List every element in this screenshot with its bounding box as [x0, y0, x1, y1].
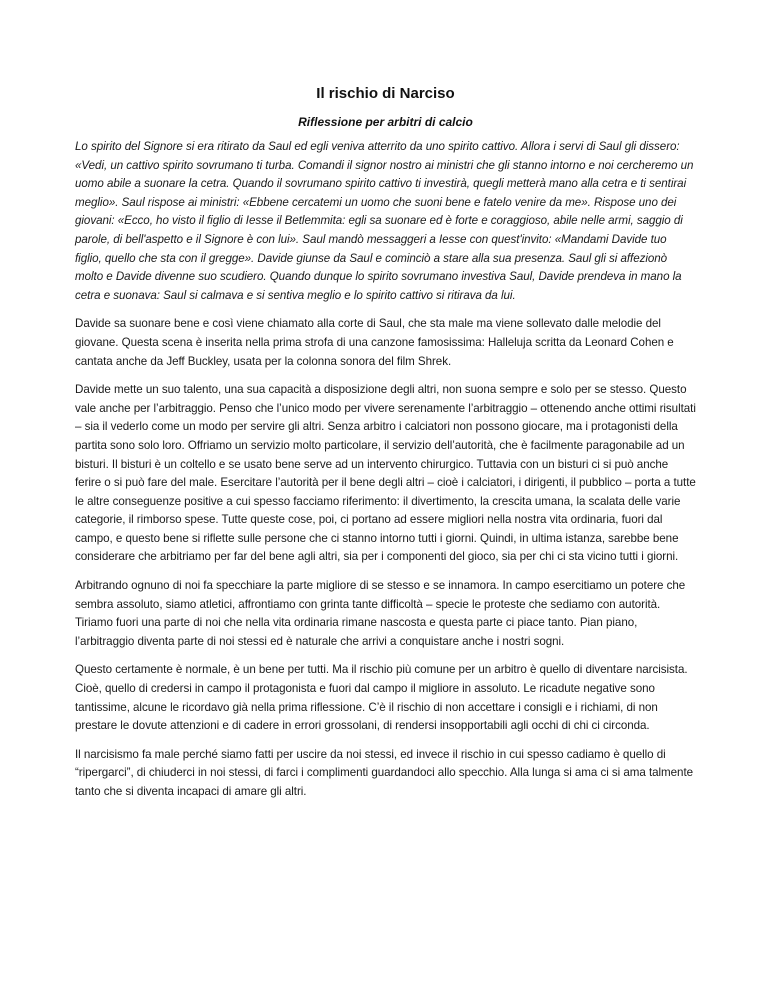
document-title: Il rischio di Narciso — [316, 85, 455, 102]
paragraph-talento-servizio: Davide mette un suo talento, una sua capacità a disposizione degli altri, non suona sempre e solo per se stesso. Questo vale anche per l’arbitraggio. Penso che l’unico modo per vivere serenamente l’arbitraggio – ottenendo anche ottimi risultati – sia il vederlo come un modo per servire gli altri. Senza arbitro i calciatori non possono giocare, ma i protagonisti della partita sono solo loro. Offriamo un servizio molto particolare, il servizio dell’autorità, che è facilmente paragonabile ad un bisturi. Il bisturi è un coltello e se usato bene serve ad un intervento chirurgico. Tuttavia con un bisturi ci si può anche ferire o si può fare del male. Esercitare l’autorità per il bene degli altri – cioè i calciatori, i dirigenti, il pubblico – porta a tutte le altre conseguenze positive a cui spesso facciamo riferimento: il divertimento, la crescita umana, la scalata delle varie categorie, il rimborso spese. Tutte queste cose, poi, ci portano ad essere migliori nella nostra vita ordinaria, fuori dal campo, e questo bene si riflette sulle persone che ci stanno intorno tutti i giorni. Quindi, in ultima istanza, sarebbe bene considerare che arbitriamo per far del bene agli altri, sia per i componenti del gioco, sia per chi ci sta vicino tutti i giorni. — [75, 383, 696, 564]
paragraph-bible-quote: Lo spirito del Signore si era ritirato da Saul ed egli veniva atterrito da uno spirito cattivo. Allora i servi di Saul gli dissero: «Vedi, un cattivo spirito sovrumano ti turba. Comandi il signor nostro ai ministri che gli stanno intorno e noi cercheremo un uomo abile a suonare la cetra. Quando il sovrumano spirito cattivo ti investirà, quegli metterà mano alla cetra e ti sentirai meglio». Saul rispose ai ministri: «Ebbene cercatemi un uomo che suoni bene e fatelo venire da me». Rispose uno dei giovani: «Ecco, ho visto il figlio di Iesse il Betlemmita: egli sa suonare ed è forte e coraggioso, abile nelle armi, saggio di parole, di bell'aspetto e il Signore è con lui». Saul mandò messaggeri a Iesse con quest'invito: «Mandami Davide tuo figlio, quello che sta con il gregge». Davide giunse da Saul e cominciò a stare alla sua presenza. Saul gli si affezionò molto e Davide divenne suo scudiero. Quando dunque lo spirito sovrumano investiva Saul, Davide prendeva in mano la cetra e suonava: Saul si calmava e si sentiva meglio e lo spirito cattivo si ritirava da lui. — [75, 140, 694, 302]
paragraph-narcisismo-male: Il narcisismo fa male perché siamo fatti per uscire da noi stessi, ed invece il rischio in cui spesso cadiamo è quello di “ripergarci”, di chiuderci in noi stessi, di farci i complimenti guardandoci allo specchio. Alla lunga si ama ci si ama talmente tanto che si diventa incapaci di amare gli altri. — [75, 747, 694, 798]
paragraph-davide-suona: Davide sa suonare bene e così viene chiamato alla corte di Saul, che sta male ma viene sollevato dalle melodie del giovane. Questa scena è inserita nella prima strofa di una canzone famosissima: Halleluja scritta da Leonard Cohen e cantata anche da Jeff Buckley, usata per la colonna sonora del film Shrek. — [75, 317, 674, 368]
document-subtitle: Riflessione per arbitri di calcio — [298, 115, 473, 129]
paragraph-specchiare: Arbitrando ognuno di noi fa specchiare la parte migliore di se stesso e se innamora. In campo esercitiamo un potere che sembra assoluto, siamo atletici, affrontiamo con grinta tante difficoltà – specie le proteste che sediamo con autorità. Tiriamo fuori una parte di noi che nella vita ordinaria rimane nascosta e questa parte ci piace tanto. Pian piano, l’arbitraggio diventa parte di noi stessi ed è naturale che arrivi a conquistare anche i nostri sogni. — [75, 579, 686, 648]
paragraph-rischio-narcisista: Questo certamente è normale, è un bene per tutti. Ma il rischio più comune per un arbitro è quello di diventare narcisista. Cioè, quello di credersi in campo il protagonista e fuori dal campo il migliore in assoluto. Le ricadute negative sono tantissime, alcune le ricordavo già nella prima riflessione. C’è il rischio di non accettare i consigli e i richiami, di non prestare le dovute attenzioni e di cadere in errori grossolani, di rendersi insopportabili agli occhi di chi ci circonda. — [75, 663, 688, 733]
